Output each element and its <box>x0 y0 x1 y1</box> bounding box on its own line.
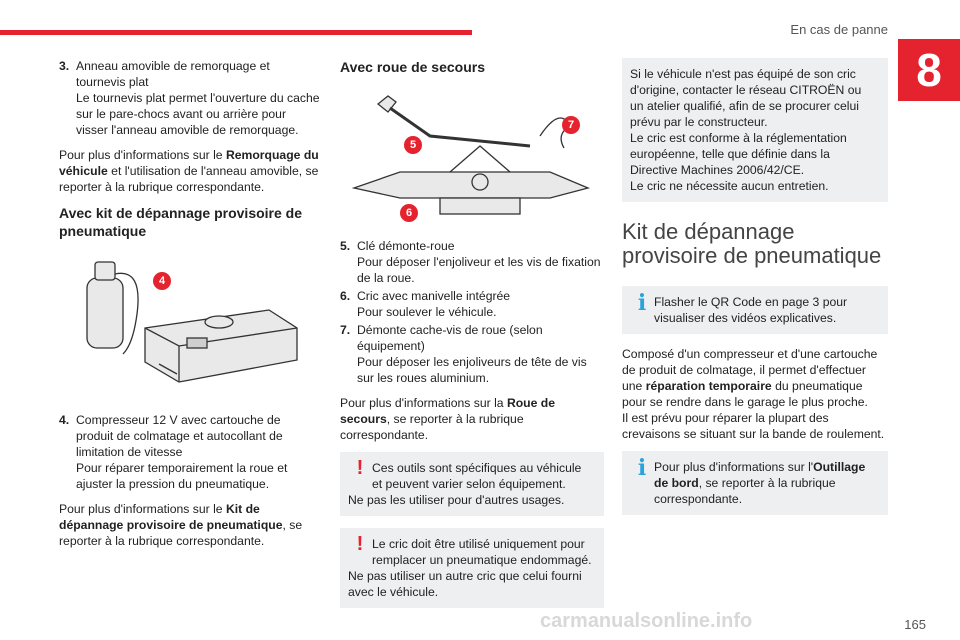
info-row <box>630 455 878 507</box>
list-item-5 <box>340 238 604 286</box>
section-heading: Kit de dépannage provisoire de pneumatique <box>622 219 882 268</box>
paragraph-tyre-kit <box>59 501 321 549</box>
warning-row <box>348 533 594 568</box>
text: , se reporter à la rubrique correspondante. <box>340 412 524 442</box>
list-item-6 <box>340 288 604 320</box>
item-desc: Pour déposer les enjoliveurs de tête de vis sur les roues aluminium. <box>357 355 587 385</box>
link-text: Roue de secours <box>340 396 556 426</box>
item-desc: Pour réparer temporairement la roue et ajuster la pression du pneumatique. <box>76 461 288 491</box>
list-item-3 <box>59 58 321 138</box>
link-text: Remorquage du véhicule <box>59 148 319 178</box>
paragraph-spare-wheel <box>340 395 604 443</box>
item-number: 4. <box>59 413 70 427</box>
warning-text: Ces outils sont spécifiques au véhicule et peuvent varier selon équipement. <box>372 461 582 491</box>
callout-5: 5 <box>404 136 422 154</box>
info-text-3: Le cric ne nécessite aucun entretien. <box>630 179 829 193</box>
warning-box-jack <box>340 528 604 608</box>
warning-text-2: Ne pas les utiliser pour d'autres usages. <box>348 493 565 507</box>
info-icon: i <box>637 455 647 481</box>
callout-6: 6 <box>400 204 418 222</box>
text: Pour plus d'informations sur le <box>59 502 226 516</box>
paragraph-towing <box>59 147 321 195</box>
item-title: Cric avec manivelle intégrée <box>357 289 511 303</box>
info-row <box>630 290 878 326</box>
info-icon: i <box>637 290 647 316</box>
text: Pour plus d'informations sur la <box>340 396 507 410</box>
info-box-qr <box>622 286 888 334</box>
item-title: Clé démonte-roue <box>357 239 455 253</box>
item-title: Compresseur 12 V avec cartouche de produit de colmatage et autocollant de limitation de vitesse <box>76 413 283 459</box>
top-accent-bar <box>0 30 472 35</box>
section-title: En cas de panne <box>790 22 888 37</box>
compressor-image <box>59 250 321 400</box>
text: et l'utilisation de l'anneau amovible, se reporter à la rubrique correspondante. <box>59 164 319 194</box>
list-item-7 <box>340 322 604 386</box>
text: Pour plus d'informations sur le <box>59 148 226 162</box>
link-text: Kit de dépannage provisoire de pneumatique <box>59 502 283 532</box>
item-number: 5. <box>340 239 351 253</box>
callout-4: 4 <box>153 272 171 290</box>
info-text: Flasher le QR Code en page 3 pour visualiser des vidéos explicatives. <box>654 295 848 325</box>
watermark: carmanualsonline.info <box>540 610 753 632</box>
warning-text: Le cric doit être utilisé uniquement pour remplacer un pneumatique endommagé. <box>372 537 592 567</box>
exclamation-icon: ! <box>356 457 364 479</box>
heading-spare-wheel: Avec roue de secours <box>340 59 485 75</box>
info-text <box>654 459 878 507</box>
item-number: 3. <box>59 59 70 73</box>
text: Composé d'un compresseur et d'une cartouche de produit de colmatage, il permet d'effectuer une <box>622 347 878 393</box>
callout-7: 7 <box>562 116 580 134</box>
list-item-4 <box>59 412 321 492</box>
info-text: Si le véhicule n'est pas équipé de son cric d'origine, contacter le réseau CITROËN ou un atelier qualifié, afin de se procurer celui prévu par le constructeur. <box>630 67 862 129</box>
column-3 <box>622 58 888 527</box>
compressor-illustration <box>59 250 321 400</box>
exclamation-icon: ! <box>356 533 364 555</box>
bold-text: réparation temporaire <box>645 379 772 393</box>
item-number: 7. <box>340 323 351 337</box>
info-box-jack <box>622 58 888 202</box>
warning-text-2: Ne pas utiliser un autre cric que celui fourni avec le véhicule. <box>348 569 582 599</box>
item-title: Démonte cache-vis de roue (selon équipement) <box>357 323 543 353</box>
warning-row <box>348 457 594 492</box>
text: , se reporter à la rubrique correspondante. <box>654 476 836 506</box>
item-title: Anneau amovible de remorquage et tournevis plat <box>76 59 270 89</box>
text: Il est prévu pour réparer la plupart des crevaisons se situant sur la bande de roulement. <box>622 411 885 441</box>
chapter-number: 8 <box>898 39 960 101</box>
page-number: 165 <box>904 617 926 632</box>
text: du pneumatique pour se rendre dans le garage le plus proche. <box>622 379 868 409</box>
text: , se reporter à la rubrique correspondante. <box>59 518 303 548</box>
item-desc: Pour déposer l'enjoliveur et les vis de fixation de la roue. <box>357 255 601 285</box>
column-2 <box>340 58 604 620</box>
info-box-tools <box>622 451 888 515</box>
info-text-2: Le cric est conforme à la réglementation européenne, telle que définie dans la Directive Machines 2006/42/CE. <box>630 131 847 177</box>
warning-box-tools <box>340 452 604 516</box>
jack-image <box>340 86 604 226</box>
paragraph-kit-description <box>622 346 888 442</box>
item-desc: Le tournevis plat permet l'ouverture du cache sur le pare-chocs avant ou arrière pour visser l'anneau amovible de remorquage. <box>76 91 320 137</box>
heading-tyre-kit: Avec kit de dépannage provisoire de pneumatique <box>59 205 303 239</box>
item-number: 6. <box>340 289 351 303</box>
link-text: Outillage de bord <box>654 460 866 490</box>
column-1 <box>59 58 321 558</box>
jack-illustration <box>340 86 604 226</box>
text: Pour plus d'informations sur l' <box>654 460 814 474</box>
item-desc: Pour soulever le véhicule. <box>357 305 497 319</box>
